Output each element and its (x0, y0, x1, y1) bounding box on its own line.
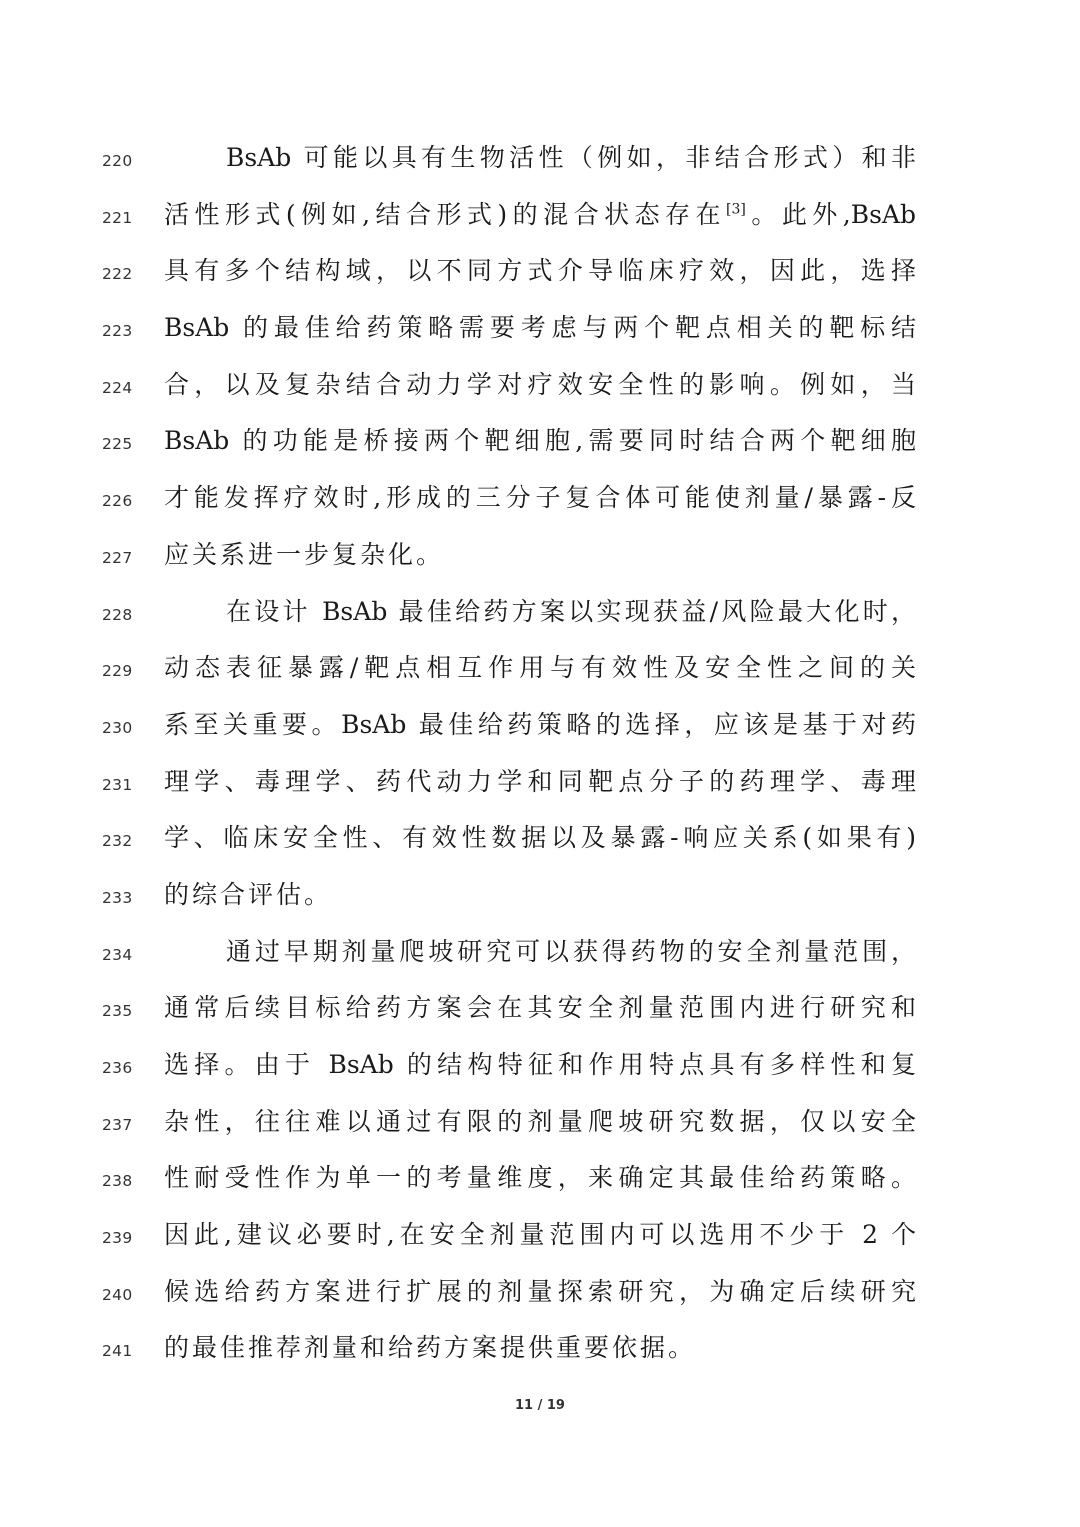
text-line (0, 756, 1080, 813)
text-line (0, 699, 1080, 756)
text-line (0, 586, 1080, 643)
line-text: 的最佳推荐剂量和给药方案提供重要依据。 (164, 1333, 697, 1363)
line-text: 杂性，往往难以通过有限的剂量爬坡研究数据，仅以安全 (164, 1106, 916, 1136)
line-number: 235 (102, 1002, 133, 1021)
text-line (0, 642, 1080, 699)
text-line (0, 1152, 1080, 1209)
text-line (0, 529, 1080, 586)
text-line (0, 982, 1080, 1039)
text-line (0, 812, 1080, 869)
line-number: 227 (102, 548, 133, 567)
line-number: 229 (102, 662, 133, 681)
line-text: 应关系进一步复杂化。 (164, 539, 445, 569)
line-text: 因此,建议必要时,在安全剂量范围内可以选用不少于 2 个 (164, 1220, 916, 1250)
line-number: 238 (102, 1172, 133, 1191)
line-text: 选择。由于 BsAb 的结构特征和作用特点具有多样性和复 (164, 1050, 916, 1079)
text-line (0, 189, 1080, 246)
text-line (0, 1096, 1080, 1153)
page-number: 11 / 19 (515, 1398, 565, 1413)
line-number: 236 (102, 1059, 133, 1077)
line-text: 的综合评估。 (164, 879, 333, 909)
line-text: 在设计 BsAb 最佳给药方案以实现获益/风险最大化时， (226, 596, 916, 626)
text-line (0, 926, 1080, 983)
text-line (0, 132, 1080, 189)
text-line (0, 869, 1080, 926)
text-line (0, 1209, 1080, 1266)
text-line (0, 1039, 1080, 1096)
text-line (0, 1266, 1080, 1323)
line-number: 234 (102, 945, 133, 964)
line-number: 225 (102, 435, 133, 454)
line-text: 活性形式(例如,结合形式)的混合状态存在[3]。此外,BsAb (164, 199, 916, 229)
line-text: BsAb 的最佳给药策略需要考虑与两个靶点相关的靶标结 (164, 313, 916, 343)
text-line (0, 302, 1080, 359)
line-text: 理学、毒理学、药代动力学和同靶点分子的药理学、毒理 (164, 766, 916, 796)
line-number: 231 (102, 775, 133, 794)
line-text: 系至关重要。BsAb 最佳给药策略的选择，应该是基于对药 (164, 709, 916, 739)
line-text: 动态表征暴露/靶点相互作用与有效性及安全性之间的关 (164, 653, 916, 683)
line-text: 具有多个结构域，以不同方式介导临床疗效，因此，选择 (164, 256, 916, 286)
text-line (0, 472, 1080, 529)
line-number: 222 (102, 265, 133, 284)
line-number: 228 (102, 605, 133, 624)
line-number: 224 (102, 378, 133, 397)
line-text: 才能发挥疗效时,形成的三分子复合体可能使剂量/暴露-反 (164, 483, 916, 513)
line-text: 通常后续目标给药方案会在其安全剂量范围内进行研究和 (164, 993, 916, 1023)
line-number: 237 (102, 1115, 133, 1134)
line-number: 241 (102, 1342, 133, 1361)
line-number: 240 (102, 1285, 133, 1304)
line-text: 学、临床安全性、有效性数据以及暴露-响应关系(如果有) (164, 823, 916, 853)
line-text: 候选给药方案进行扩展的剂量探索研究，为确定后续研究 (164, 1276, 916, 1306)
line-text: BsAb 的功能是桥接两个靶细胞,需要同时结合两个靶细胞 (164, 426, 916, 456)
line-text: 通过早期剂量爬坡研究可以获得药物的安全剂量范围， (226, 936, 916, 966)
line-number: 221 (102, 208, 133, 227)
line-text: 性耐受性作为单一的考量维度，来确定其最佳给药策略。 (164, 1163, 916, 1193)
line-text: 合，以及复杂结合动力学对疗效安全性的影响。例如，当 (164, 369, 916, 399)
text-line (0, 415, 1080, 472)
text-line (0, 245, 1080, 302)
line-number: 232 (102, 832, 133, 851)
line-number: 230 (102, 718, 133, 737)
line-text: BsAb 可能以具有生物活性（例如，非结合形式）和非 (226, 143, 916, 172)
text-line (0, 359, 1080, 416)
line-number: 226 (102, 492, 133, 511)
citation-marker: [3] (726, 201, 746, 218)
line-number: 220 (102, 152, 133, 170)
line-number: 223 (102, 322, 133, 341)
body-text (0, 132, 1080, 1379)
line-number: 233 (102, 888, 133, 907)
line-number: 239 (102, 1229, 133, 1248)
text-line (0, 1322, 1080, 1379)
